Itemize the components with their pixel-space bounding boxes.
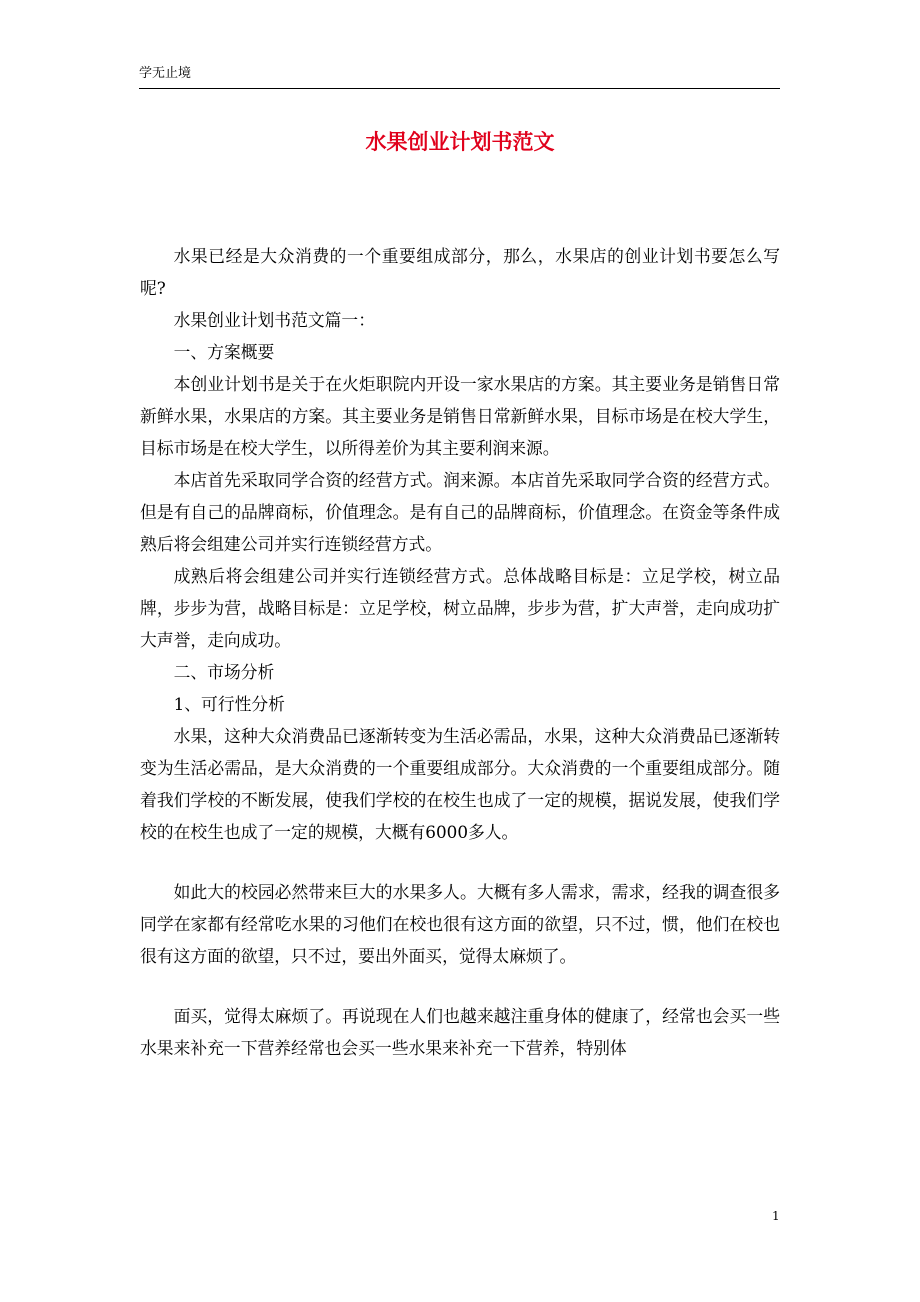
- section-heading-overview: 一、方案概要: [173, 342, 275, 362]
- paragraph-overview-operation: 本店首先采取同学合资的经营方式。润来源。本店首先采取同学合资的经营方式。但是有自己的品牌商标，价值理念。是有自己的品牌商标，价值理念。在资金等条件成熟后将会组建公司并实行连锁经营方式。: [140, 470, 780, 554]
- paragraph-overview-business: 本创业计划书是关于在火炬职院内开设一家水果店的方案。其主要业务是销售日常新鲜水果，水果店的方案。其主要业务是销售日常新鲜水果，目标市场是在校大学生，目标市场是在校大学生，以所得差价为其主要利润来源。: [140, 374, 780, 458]
- paragraph-overview-strategy: 成熟后将会组建公司并实行连锁经营方式。总体战略目标是：立足学校，树立品牌，步步为营，战略目标是：立足学校，树立品牌，步步为营，扩大声誉，走向成功扩大声誉，走向成功。: [140, 566, 780, 650]
- paragraph-demand: 如此大的校园必然带来巨大的水果多人。大概有多人需求，需求，经我的调查很多同学在家都有经常吃水果的习他们在校也很有这方面的欲望，只不过，惯，他们在校也很有这方面的欲望，只不过，要出外面买，觉得太麻烦了。: [140, 882, 780, 966]
- paragraph-feasibility: 水果，这种大众消费品已逐渐转变为生活必需品，水果，这种大众消费品已逐渐转变为生活必需品，是大众消费的一个重要组成部分。大众消费的一个重要组成部分。随着我们学校的不断发展，使我们学校的在校生也成了一定的规模，据说发展，使我们学校的在校生也成了一定的规模，大概有6000多人。: [140, 726, 780, 842]
- running-header: 学无止境: [139, 66, 192, 81]
- subheading-feasibility: 1、可行性分析: [173, 694, 285, 714]
- header-divider: [139, 88, 780, 89]
- document-body: [140, 240, 780, 1064]
- paragraph-health: 面买，觉得太麻烦了。再说现在人们也越来越注重身体的健康了，经常也会买一些水果来补充一下营养经常也会买一些水果来补充一下营养，特别体: [140, 1006, 780, 1058]
- page-number: 1: [772, 1209, 780, 1223]
- intro-paragraph: 水果已经是大众消费的一个重要组成部分，那么，水果店的创业计划书要怎么写呢?: [140, 246, 780, 298]
- sample-heading: 水果创业计划书范文篇一：: [173, 310, 375, 330]
- section-heading-market-analysis: 二、市场分析: [173, 662, 275, 682]
- document-title: 水果创业计划书范文: [365, 129, 555, 154]
